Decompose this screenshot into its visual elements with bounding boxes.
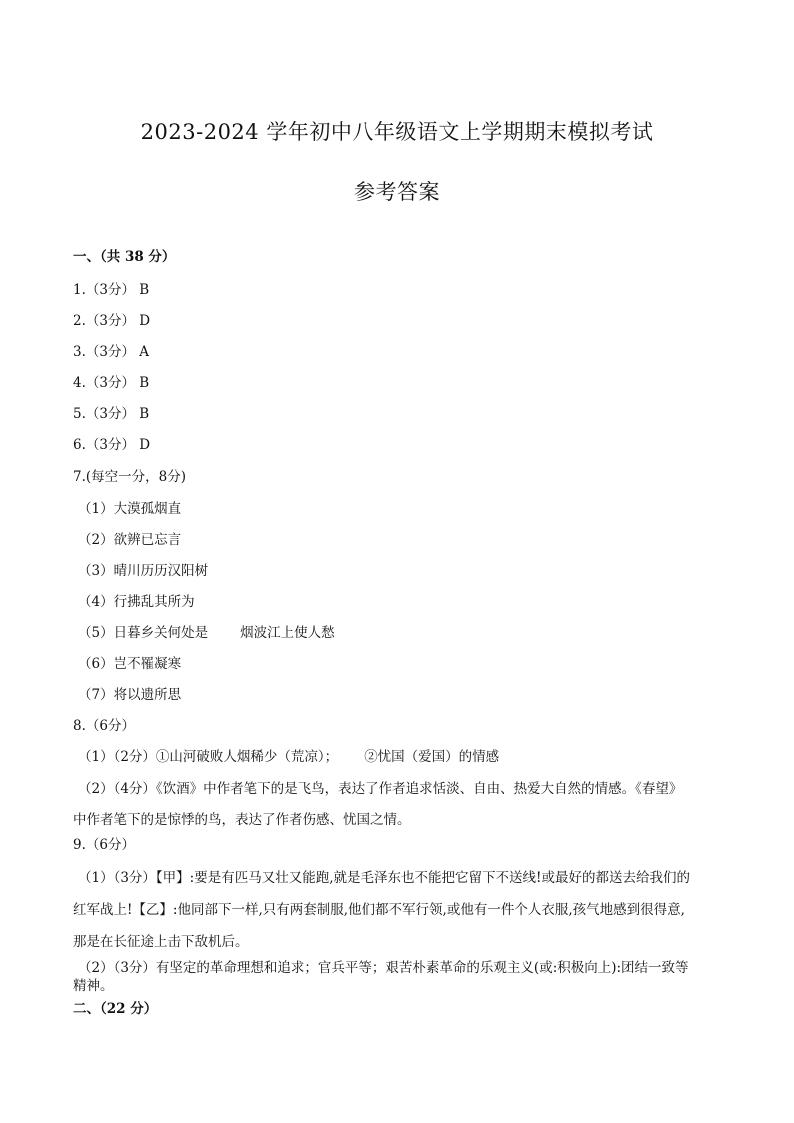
document-subtitle: 参考答案 bbox=[354, 180, 440, 204]
answer-8-2-line-2: 中作者笔下的是惊悸的鸟，表达了作者伤感、忧国之情。 bbox=[73, 812, 411, 828]
answer-9-1-line-1: （1）（3分）【甲】:要是有匹马又壮又能跑,就是毛泽东也不能把它留下不送线!或最好的都送去给我们的 bbox=[78, 870, 690, 886]
answer-7-5-part-1: （5）日暮乡关何处是 bbox=[78, 625, 209, 641]
answer-3: 3.（3分） A bbox=[73, 344, 150, 360]
answer-8-2-line-1: （2）（4分）《饮酒》中作者笔下的是飞鸟，表达了作者追求恬淡、自由、热爱大自然的情感。《春望》 bbox=[78, 781, 683, 797]
question-7-header: 7.(每空一分，8分) bbox=[73, 469, 187, 485]
answer-7-6: （6）岂不罹凝寒 bbox=[78, 656, 182, 672]
answer-9-1-line-2: 红军战上!【乙】:他同部下一样,只有两套制服,他们都不军行领,或他有一件个人衣服,孩气地感到很得意, bbox=[73, 902, 685, 918]
answer-6: 6.（3分） D bbox=[73, 437, 151, 453]
answer-7-5 bbox=[78, 624, 335, 642]
answer-9-1-line-3: 那是在长征途上击下敌机后。 bbox=[73, 934, 249, 950]
answer-7-4: （4）行拂乱其所为 bbox=[78, 594, 195, 610]
document-title: 2023-2024 学年初中八年级语文上学期期末模拟考试 bbox=[140, 120, 654, 144]
answer-7-3: （3）晴川历历汉阳树 bbox=[78, 563, 209, 579]
answer-8-1 bbox=[78, 748, 499, 766]
answer-7-5-part-2: 烟波江上使人愁 bbox=[240, 625, 335, 641]
answer-7-1: （1）大漠孤烟直 bbox=[78, 501, 182, 517]
section-heading-1: 一、（共 38 分） bbox=[73, 249, 176, 265]
answer-7-7: （7）将以遗所思 bbox=[78, 687, 182, 703]
answer-9-2-line-2: 精神。 bbox=[73, 978, 114, 994]
answer-8-1-part-1: （1）（2分）①山河破败人烟稀少（荒凉）； bbox=[78, 749, 339, 765]
section-heading-2: 二、（22 分） bbox=[73, 1001, 158, 1017]
answer-7-2: （2）欲辨已忘言 bbox=[78, 532, 182, 548]
answer-4: 4.（3分） B bbox=[73, 375, 150, 391]
answer-1: 1.（3分） B bbox=[73, 282, 150, 298]
question-9-header: 9.（6分） bbox=[73, 837, 135, 853]
answer-9-2-line-1: （2）（3分）有坚定的革命理想和追求；官兵平等；艰苦朴素革命的乐观主义(或:积极向上):团结一致等 bbox=[78, 960, 689, 976]
question-8-header: 8.（6分） bbox=[73, 718, 135, 734]
answer-2: 2.（3分） D bbox=[73, 313, 151, 329]
answer-5: 5.（3分） B bbox=[73, 406, 150, 422]
answer-8-1-part-2: ②忧国（爱国）的情感 bbox=[364, 749, 500, 765]
